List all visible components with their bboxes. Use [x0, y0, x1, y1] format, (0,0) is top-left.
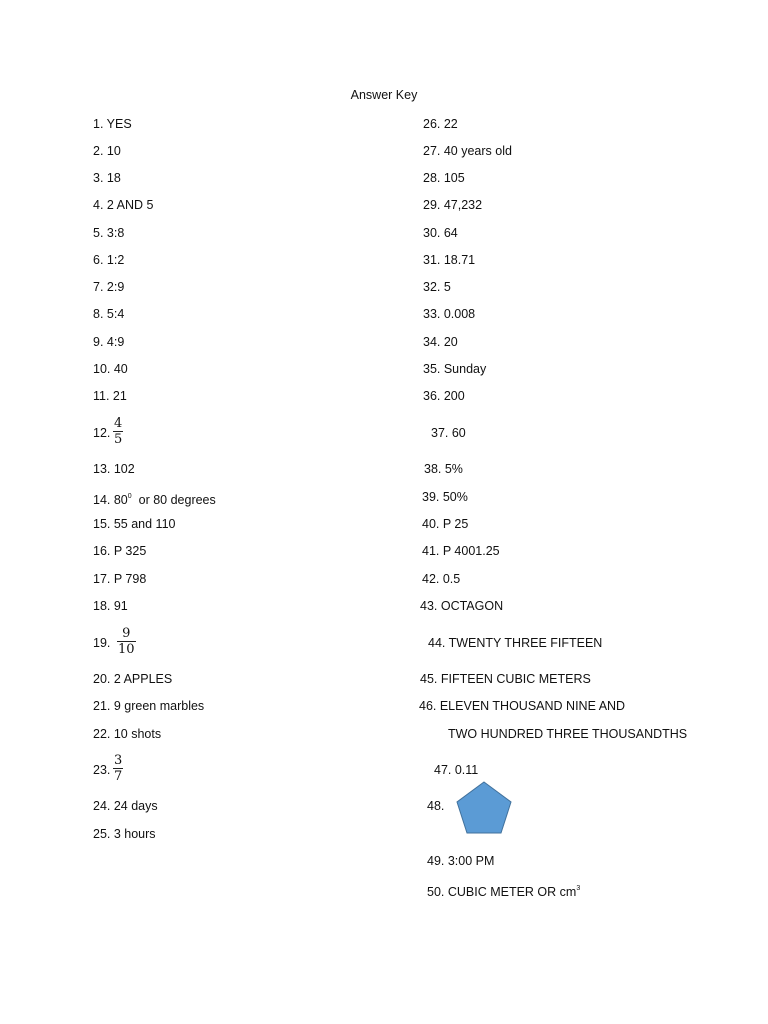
answer-13: 13. 102 — [93, 462, 135, 476]
pentagon-shape — [455, 780, 515, 836]
answer-32: 32. 5 — [423, 280, 451, 294]
answer-17: 17. P 798 — [93, 572, 147, 586]
answer-44: 44. TWENTY THREE FIFTEEN — [428, 636, 603, 650]
answer-15: 15. 55 and 110 — [93, 517, 176, 531]
cube-superscript: 3 — [576, 885, 581, 892]
answer-23-label: 23. — [93, 763, 111, 777]
answer-39: 39. 50% — [422, 490, 468, 504]
answer-10: 10. 40 — [93, 362, 128, 376]
answer-50-text: 50. CUBIC METER OR cm — [427, 885, 577, 899]
fraction-denominator: 7 — [114, 769, 123, 784]
answer-30: 30. 64 — [423, 226, 458, 240]
answer-12-fraction — [113, 416, 123, 447]
answer-22: 22. 10 shots — [93, 727, 162, 741]
answer-12-label: 12. — [93, 426, 111, 440]
answer-33: 33. 0.008 — [423, 307, 476, 321]
answer-46-line-2: TWO HUNDRED THREE THOUSANDTHS — [448, 727, 688, 741]
answer-14-alt: or 80 degrees — [138, 493, 216, 507]
answer-38: 38. 5% — [424, 462, 463, 476]
answer-40: 40. P 25 — [422, 517, 469, 531]
answer-11: 11. 21 — [93, 389, 127, 403]
answer-23-fraction — [113, 753, 123, 784]
answer-8: 8. 5:4 — [93, 307, 125, 321]
answer-5: 5. 3:8 — [93, 226, 125, 240]
answer-26: 26. 22 — [423, 117, 458, 131]
answer-21: 21. 9 green marbles — [93, 699, 205, 713]
answer-35: 35. Sunday — [423, 362, 487, 376]
answer-28: 28. 105 — [423, 171, 465, 185]
answer-1: 1. YES — [93, 117, 132, 131]
answer-45: 45. FIFTEEN CUBIC METERS — [420, 672, 591, 686]
answer-29: 29. 47,232 — [423, 198, 483, 212]
fraction-denominator: 10 — [118, 642, 135, 657]
answer-48-label: 48. — [427, 799, 445, 813]
page-title: Answer Key — [350, 88, 418, 102]
answer-49: 49. 3:00 PM — [427, 854, 495, 868]
answer-3: 3. 18 — [93, 171, 121, 185]
answer-4: 4. 2 AND 5 — [93, 198, 154, 212]
answer-14 — [93, 489, 216, 508]
answer-27: 27. 40 years old — [423, 144, 512, 158]
answer-25: 25. 3 hours — [93, 827, 156, 841]
answer-2: 2. 10 — [93, 144, 121, 158]
fraction-numerator: 9 — [122, 626, 131, 641]
answer-34: 34. 20 — [423, 335, 458, 349]
fraction-numerator: 3 — [114, 753, 123, 768]
degree-superscript: 0 — [127, 493, 132, 500]
answer-19-label: 19. — [93, 636, 111, 650]
answer-37: 37. 60 — [431, 426, 466, 440]
fraction-numerator: 4 — [114, 416, 123, 431]
answer-20: 20. 2 APPLES — [93, 672, 173, 686]
answer-19-fraction — [117, 626, 136, 657]
answer-42: 42. 0.5 — [422, 572, 461, 586]
answer-43: 43. OCTAGON — [420, 599, 504, 613]
answer-50 — [427, 881, 580, 900]
fraction-denominator: 5 — [114, 432, 123, 447]
answer-14-value: 14. 80 — [93, 493, 128, 507]
answer-46-line-1: 46. ELEVEN THOUSAND NINE AND — [419, 699, 626, 713]
answer-6: 6. 1:2 — [93, 253, 125, 267]
answer-7: 7. 2:9 — [93, 280, 125, 294]
answer-18: 18. 91 — [93, 599, 128, 613]
answer-31: 31. 18.71 — [423, 253, 476, 267]
answer-36: 36. 200 — [423, 389, 465, 403]
answer-16: 16. P 325 — [93, 544, 147, 558]
answer-47: 47. 0.11 — [434, 763, 479, 777]
answer-9: 9. 4:9 — [93, 335, 125, 349]
answer-24: 24. 24 days — [93, 799, 158, 813]
answer-41: 41. P 4001.25 — [422, 544, 500, 558]
